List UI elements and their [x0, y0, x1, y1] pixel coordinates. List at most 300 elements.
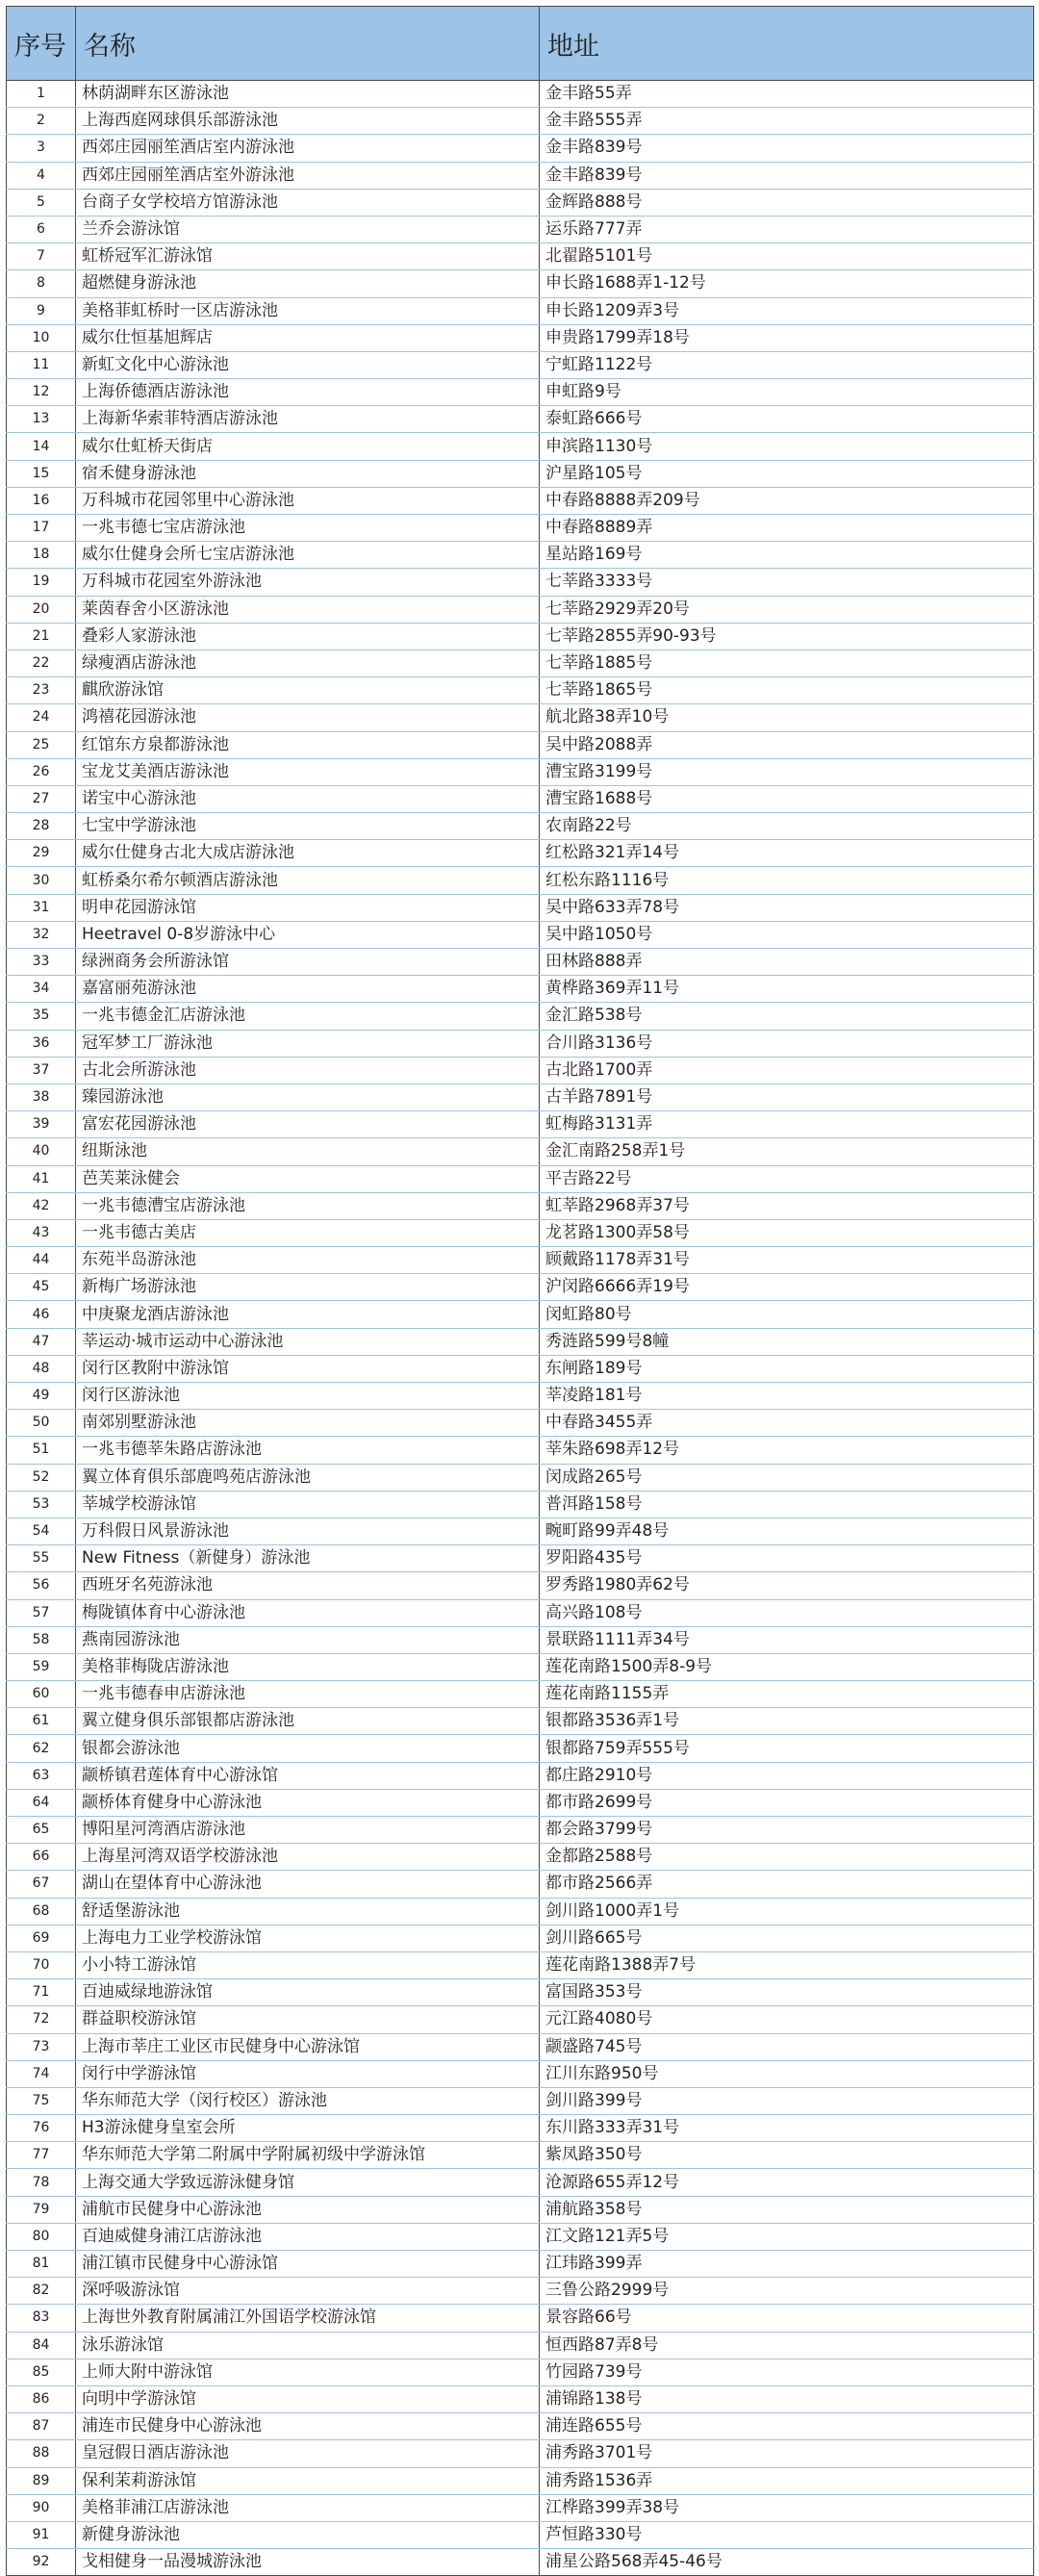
row-address: 都市路2699号 [540, 1789, 1034, 1816]
row-name: 新虹文化中心游泳池 [76, 351, 540, 378]
row-index: 55 [7, 1545, 76, 1572]
row-name: 臻园游泳池 [76, 1084, 540, 1110]
row-name: H3游泳健身皇室会所 [76, 2115, 540, 2142]
row-address: 农南路22号 [540, 813, 1034, 840]
row-address: 江玮路399弄 [540, 2251, 1034, 2278]
table-row [7, 1735, 1034, 1762]
row-name: 上海市莘庄工业区市民健身中心游泳馆 [76, 2033, 540, 2060]
table-row [7, 894, 1034, 921]
table-row [7, 351, 1034, 378]
row-index: 58 [7, 1626, 76, 1653]
table-row [7, 135, 1034, 162]
table-row [7, 1518, 1034, 1544]
row-name: 虹桥桑尔希尔顿酒店游泳池 [76, 867, 540, 894]
row-index: 67 [7, 1871, 76, 1898]
row-address: 浦锦路138号 [540, 2385, 1034, 2412]
row-name: 麒欣游泳馆 [76, 677, 540, 704]
row-address: 富国路353号 [540, 1979, 1034, 2006]
row-name: 上海新华索菲特酒店游泳池 [76, 406, 540, 433]
row-address: 莲花南路1388弄7号 [540, 1951, 1034, 1978]
table-row [7, 542, 1034, 569]
row-name: 超燃健身游泳池 [76, 270, 540, 297]
row-index: 9 [7, 297, 76, 324]
row-index: 40 [7, 1138, 76, 1165]
table-row [7, 1653, 1034, 1680]
row-address: 闵虹路80号 [540, 1301, 1034, 1328]
row-name: 百迪威健身浦江店游泳池 [76, 2223, 540, 2250]
table-row [7, 2467, 1034, 2494]
row-index: 45 [7, 1274, 76, 1301]
row-address: 江文路121弄5号 [540, 2223, 1034, 2250]
row-name: 美格菲梅陇店游泳池 [76, 1653, 540, 1680]
row-address: 古北路1700弄 [540, 1057, 1034, 1084]
row-address: 竹园路739号 [540, 2359, 1034, 2385]
table-row [7, 2087, 1034, 2114]
row-address: 普洱路158号 [540, 1491, 1034, 1518]
row-address: 吴中路633弄78号 [540, 894, 1034, 921]
row-address: 龙茗路1300弄58号 [540, 1219, 1034, 1246]
row-index: 47 [7, 1328, 76, 1355]
row-address: 申滨路1130号 [540, 433, 1034, 460]
row-index: 50 [7, 1410, 76, 1437]
table-body [7, 81, 1034, 2576]
row-index: 76 [7, 2115, 76, 2142]
table-row [7, 1437, 1034, 1464]
swimming-pool-table-container [6, 6, 1033, 2576]
row-name: 美格菲虹桥时一区店游泳池 [76, 297, 540, 324]
row-index: 73 [7, 2033, 76, 2060]
table-row [7, 840, 1034, 867]
row-name: 浦江镇市民健身中心游泳馆 [76, 2251, 540, 2278]
row-name: 明申花园游泳馆 [76, 894, 540, 921]
row-name: 闵行中学游泳馆 [76, 2060, 540, 2087]
table-row [7, 1681, 1034, 1708]
table-row [7, 1898, 1034, 1925]
row-index: 13 [7, 406, 76, 433]
row-index: 22 [7, 650, 76, 676]
row-address: 江川东路950号 [540, 2060, 1034, 2087]
row-address: 沧源路655弄12号 [540, 2169, 1034, 2196]
table-row [7, 1274, 1034, 1301]
row-name: 一兆韦德莘朱路店游泳池 [76, 1437, 540, 1464]
row-address: 申贵路1799弄18号 [540, 324, 1034, 351]
row-name: 梅陇镇体育中心游泳池 [76, 1599, 540, 1626]
row-index: 35 [7, 1003, 76, 1030]
row-index: 34 [7, 976, 76, 1003]
row-name: 一兆韦德七宝店游泳池 [76, 515, 540, 542]
table-row [7, 2251, 1034, 2278]
row-name: 湖山在望体育中心游泳池 [76, 1871, 540, 1898]
row-address: 莘朱路698弄12号 [540, 1437, 1034, 1464]
row-index: 2 [7, 108, 76, 135]
table-row [7, 1844, 1034, 1871]
table-row [7, 2385, 1034, 2412]
row-name: 一兆韦德古美店 [76, 1219, 540, 1246]
row-index: 26 [7, 758, 76, 785]
table-row [7, 1355, 1034, 1382]
row-name: 美格菲浦江店游泳池 [76, 2494, 540, 2521]
row-address: 七莘路3333号 [540, 569, 1034, 596]
table-row [7, 1247, 1034, 1274]
row-address: 金丰路55弄 [540, 81, 1034, 108]
table-row [7, 813, 1034, 840]
row-name: 兰乔会游泳馆 [76, 216, 540, 242]
row-index: 4 [7, 162, 76, 189]
row-name: 舒适堡游泳池 [76, 1898, 540, 1925]
row-index: 90 [7, 2494, 76, 2521]
row-index: 66 [7, 1844, 76, 1871]
row-index: 10 [7, 324, 76, 351]
row-address: 泰虹路666号 [540, 406, 1034, 433]
row-name: 一兆韦德漕宝店游泳池 [76, 1192, 540, 1219]
row-index: 39 [7, 1111, 76, 1138]
row-name: 上海西庭网球俱乐部游泳池 [76, 108, 540, 135]
row-name: 莘运动·城市运动中心游泳池 [76, 1328, 540, 1355]
table-row [7, 1301, 1034, 1328]
row-address: 红松路321弄14号 [540, 840, 1034, 867]
row-index: 42 [7, 1192, 76, 1219]
row-index: 86 [7, 2385, 76, 2412]
row-name: 嘉富丽苑游泳池 [76, 976, 540, 1003]
table-row [7, 1464, 1034, 1491]
row-address: 银都路3536弄1号 [540, 1708, 1034, 1735]
row-name: 一兆韦德金汇店游泳池 [76, 1003, 540, 1030]
table-row [7, 81, 1034, 108]
row-name: 威尔仕健身古北大成店游泳池 [76, 840, 540, 867]
row-index: 61 [7, 1708, 76, 1735]
row-index: 15 [7, 460, 76, 487]
row-index: 49 [7, 1383, 76, 1410]
row-index: 8 [7, 270, 76, 297]
row-index: 84 [7, 2332, 76, 2359]
table-row [7, 704, 1034, 731]
table-row [7, 1383, 1034, 1410]
row-name: 红馆东方泉都游泳池 [76, 731, 540, 758]
row-name: 向明中学游泳馆 [76, 2385, 540, 2412]
table-row [7, 1138, 1034, 1165]
row-address: 合川路3136号 [540, 1030, 1034, 1057]
table-row [7, 1165, 1034, 1192]
table-row [7, 1328, 1034, 1355]
row-address: 古羊路7891号 [540, 1084, 1034, 1110]
row-address: 金汇南路258弄1号 [540, 1138, 1034, 1165]
row-name: 博阳星河湾酒店游泳池 [76, 1817, 540, 1844]
table-row [7, 1192, 1034, 1219]
row-address: 浦秀路3701号 [540, 2440, 1034, 2467]
table-row [7, 1084, 1034, 1110]
row-address: 闵成路265号 [540, 1464, 1034, 1491]
row-index: 12 [7, 379, 76, 406]
row-name: 颛桥体育健身中心游泳池 [76, 1789, 540, 1816]
table-row [7, 1057, 1034, 1084]
table-row [7, 2440, 1034, 2467]
row-address: 景联路1111弄34号 [540, 1626, 1034, 1653]
row-address: 莲花南路1500弄8-9号 [540, 1653, 1034, 1680]
row-index: 87 [7, 2413, 76, 2440]
row-index: 69 [7, 1925, 76, 1951]
row-index: 83 [7, 2305, 76, 2332]
table-row [7, 189, 1034, 216]
row-index: 33 [7, 949, 76, 976]
row-index: 44 [7, 1247, 76, 1274]
row-name: 翼立健身俱乐部银都店游泳池 [76, 1708, 540, 1735]
row-name: 林荫湖畔东区游泳池 [76, 81, 540, 108]
row-index: 89 [7, 2467, 76, 2494]
row-name: 上海世外教育附属浦江外国语学校游泳馆 [76, 2305, 540, 2332]
swimming-pool-table [6, 6, 1034, 2576]
table-row [7, 758, 1034, 785]
row-address: 银都路759弄555号 [540, 1735, 1034, 1762]
row-address: 都市路2566弄 [540, 1871, 1034, 1898]
table-row [7, 2006, 1034, 2033]
row-address: 金辉路888号 [540, 189, 1034, 216]
row-name: 万科城市花园室外游泳池 [76, 569, 540, 596]
row-address: 浦星公路568弄45-46号 [540, 2549, 1034, 2576]
row-index: 81 [7, 2251, 76, 2278]
row-index: 75 [7, 2087, 76, 2114]
row-name: 燕南园游泳池 [76, 1626, 540, 1653]
table-row [7, 1491, 1034, 1518]
table-row [7, 1951, 1034, 1978]
row-address: 申长路1209弄3号 [540, 297, 1034, 324]
row-address: 颛盛路745号 [540, 2033, 1034, 2060]
row-address: 宁虹路1122号 [540, 351, 1034, 378]
table-row [7, 1817, 1034, 1844]
row-index: 48 [7, 1355, 76, 1382]
row-name: 深呼吸游泳馆 [76, 2278, 540, 2305]
row-address: 金都路2588号 [540, 1844, 1034, 1871]
row-address: 七莘路1865号 [540, 677, 1034, 704]
row-name: 一兆韦德春申店游泳池 [76, 1681, 540, 1708]
row-name: 南郊别墅游泳池 [76, 1410, 540, 1437]
table-row [7, 976, 1034, 1003]
table-row [7, 108, 1034, 135]
table-row [7, 297, 1034, 324]
table-row [7, 460, 1034, 487]
row-name: 银都会游泳池 [76, 1735, 540, 1762]
row-address: 漕宝路3199号 [540, 758, 1034, 785]
row-name: 宝龙艾美酒店游泳池 [76, 758, 540, 785]
table-row [7, 1925, 1034, 1951]
row-index: 30 [7, 867, 76, 894]
table-row [7, 1219, 1034, 1246]
table-row [7, 623, 1034, 650]
row-index: 72 [7, 2006, 76, 2033]
row-address: 罗阳路435号 [540, 1545, 1034, 1572]
row-name: 七宝中学游泳池 [76, 813, 540, 840]
row-index: 71 [7, 1979, 76, 2006]
row-name: 古北会所游泳池 [76, 1057, 540, 1084]
row-address: 芦恒路330号 [540, 2521, 1034, 2548]
row-name: 闵行区教附中游泳馆 [76, 1355, 540, 1382]
row-index: 63 [7, 1762, 76, 1789]
header-address: 地址 [540, 7, 1034, 81]
table-row [7, 1599, 1034, 1626]
row-address: 申虹路9号 [540, 379, 1034, 406]
row-address: 紫凤路350号 [540, 2142, 1034, 2169]
table-row [7, 433, 1034, 460]
row-index: 23 [7, 677, 76, 704]
row-index: 31 [7, 894, 76, 921]
row-name: 宿禾健身游泳池 [76, 460, 540, 487]
row-index: 82 [7, 2278, 76, 2305]
row-index: 32 [7, 921, 76, 948]
row-name: 西郊庄园丽笙酒店室内游泳池 [76, 135, 540, 162]
row-name: 闵行区游泳池 [76, 1383, 540, 1410]
row-address: 红松东路1116号 [540, 867, 1034, 894]
table-row [7, 1979, 1034, 2006]
table-header [7, 7, 1034, 81]
row-index: 25 [7, 731, 76, 758]
row-name: 冠军梦工厂游泳池 [76, 1030, 540, 1057]
table-row [7, 1871, 1034, 1898]
row-name: 威尔仕虹桥天街店 [76, 433, 540, 460]
row-address: 中春路8888弄209号 [540, 487, 1034, 514]
table-row [7, 2413, 1034, 2440]
row-address: 申长路1688弄1-12号 [540, 270, 1034, 297]
row-address: 吴中路2088弄 [540, 731, 1034, 758]
row-index: 56 [7, 1572, 76, 1599]
row-index: 68 [7, 1898, 76, 1925]
row-index: 24 [7, 704, 76, 731]
header-name: 名称 [76, 7, 540, 81]
table-row [7, 2332, 1034, 2359]
row-name: 虹桥冠军汇游泳馆 [76, 243, 540, 270]
row-index: 53 [7, 1491, 76, 1518]
row-name: 群益职校游泳馆 [76, 2006, 540, 2033]
table-row [7, 1410, 1034, 1437]
row-index: 3 [7, 135, 76, 162]
row-name: 保利茉莉游泳馆 [76, 2467, 540, 2494]
row-address: 莘凌路181号 [540, 1383, 1034, 1410]
row-index: 20 [7, 596, 76, 623]
row-name: 莱茵春舍小区游泳池 [76, 596, 540, 623]
table-row [7, 1003, 1034, 1030]
table-row [7, 2549, 1034, 2576]
row-name: 诺宝中心游泳池 [76, 785, 540, 812]
table-row [7, 515, 1034, 542]
row-address: 浦连路655号 [540, 2413, 1034, 2440]
row-index: 60 [7, 1681, 76, 1708]
row-name: 东苑半岛游泳池 [76, 1247, 540, 1274]
row-name: 纽斯泳池 [76, 1138, 540, 1165]
row-index: 6 [7, 216, 76, 242]
table-row [7, 949, 1034, 976]
row-index: 54 [7, 1518, 76, 1544]
table-row [7, 867, 1034, 894]
row-address: 平吉路22号 [540, 1165, 1034, 1192]
table-row [7, 1762, 1034, 1789]
table-row [7, 162, 1034, 189]
table-row [7, 1111, 1034, 1138]
row-index: 18 [7, 542, 76, 569]
row-index: 5 [7, 189, 76, 216]
row-name: 上师大附中游泳馆 [76, 2359, 540, 2385]
row-name: 莘城学校游泳馆 [76, 1491, 540, 1518]
row-address: 金丰路839号 [540, 135, 1034, 162]
row-index: 17 [7, 515, 76, 542]
row-address: 北翟路5101号 [540, 243, 1034, 270]
row-name: 富宏花园游泳池 [76, 1111, 540, 1138]
table-row [7, 1545, 1034, 1572]
row-address: 中春路8889弄 [540, 515, 1034, 542]
row-index: 85 [7, 2359, 76, 2385]
row-name: 新健身游泳池 [76, 2521, 540, 2548]
row-name: 泳乐游泳馆 [76, 2332, 540, 2359]
row-name: 万科城市花园邻里中心游泳池 [76, 487, 540, 514]
row-index: 65 [7, 1817, 76, 1844]
row-address: 莲花南路1155弄 [540, 1681, 1034, 1708]
row-address: 剑川路1000弄1号 [540, 1898, 1034, 1925]
row-name: 台商子女学校培方馆游泳池 [76, 189, 540, 216]
row-index: 36 [7, 1030, 76, 1057]
row-address: 沪闵路6666弄19号 [540, 1274, 1034, 1301]
row-name: 绿瘦酒店游泳池 [76, 650, 540, 676]
table-row [7, 216, 1034, 242]
table-row [7, 650, 1034, 676]
row-name: 叠彩人家游泳池 [76, 623, 540, 650]
header-row [7, 7, 1034, 81]
row-index: 21 [7, 623, 76, 650]
row-address: 三鲁公路2999号 [540, 2278, 1034, 2305]
row-index: 77 [7, 2142, 76, 2169]
row-index: 52 [7, 1464, 76, 1491]
row-index: 41 [7, 1165, 76, 1192]
table-row [7, 2169, 1034, 2196]
row-index: 14 [7, 433, 76, 460]
row-name: 威尔仕健身会所七宝店游泳池 [76, 542, 540, 569]
row-index: 80 [7, 2223, 76, 2250]
table-row [7, 2060, 1034, 2087]
row-address: 剑川路399号 [540, 2087, 1034, 2114]
row-name: 皇冠假日酒店游泳池 [76, 2440, 540, 2467]
row-address: 江桦路399弄38号 [540, 2494, 1034, 2521]
table-row [7, 1030, 1034, 1057]
row-address: 高兴路108号 [540, 1599, 1034, 1626]
row-index: 74 [7, 2060, 76, 2087]
row-index: 78 [7, 2169, 76, 2196]
table-row [7, 2115, 1034, 2142]
row-name: 中庚聚龙酒店游泳池 [76, 1301, 540, 1328]
header-index: 序号 [7, 7, 76, 81]
row-address: 恒西路87弄8号 [540, 2332, 1034, 2359]
row-name: 上海侨德酒店游泳池 [76, 379, 540, 406]
table-row [7, 324, 1034, 351]
row-index: 1 [7, 81, 76, 108]
row-name: 上海电力工业学校游泳馆 [76, 1925, 540, 1951]
row-name: 新梅广场游泳池 [76, 1274, 540, 1301]
row-address: 都庄路2910号 [540, 1762, 1034, 1789]
row-name: 戈相健身一品漫城游泳池 [76, 2549, 540, 2576]
row-index: 46 [7, 1301, 76, 1328]
row-name: 上海星河湾双语学校游泳池 [76, 1844, 540, 1871]
row-index: 29 [7, 840, 76, 867]
row-address: 运乐路777弄 [540, 216, 1034, 242]
row-name: 浦航市民健身中心游泳池 [76, 2196, 540, 2223]
row-index: 57 [7, 1599, 76, 1626]
row-name: 西郊庄园丽笙酒店室外游泳池 [76, 162, 540, 189]
table-row [7, 1626, 1034, 1653]
row-name: 威尔仕恒基旭辉店 [76, 324, 540, 351]
row-index: 62 [7, 1735, 76, 1762]
row-name: 万科假日风景游泳池 [76, 1518, 540, 1544]
table-row [7, 243, 1034, 270]
row-name: 小小特工游泳馆 [76, 1951, 540, 1978]
row-address: 金丰路839号 [540, 162, 1034, 189]
row-address: 黄桦路369弄11号 [540, 976, 1034, 1003]
table-row [7, 569, 1034, 596]
row-index: 16 [7, 487, 76, 514]
